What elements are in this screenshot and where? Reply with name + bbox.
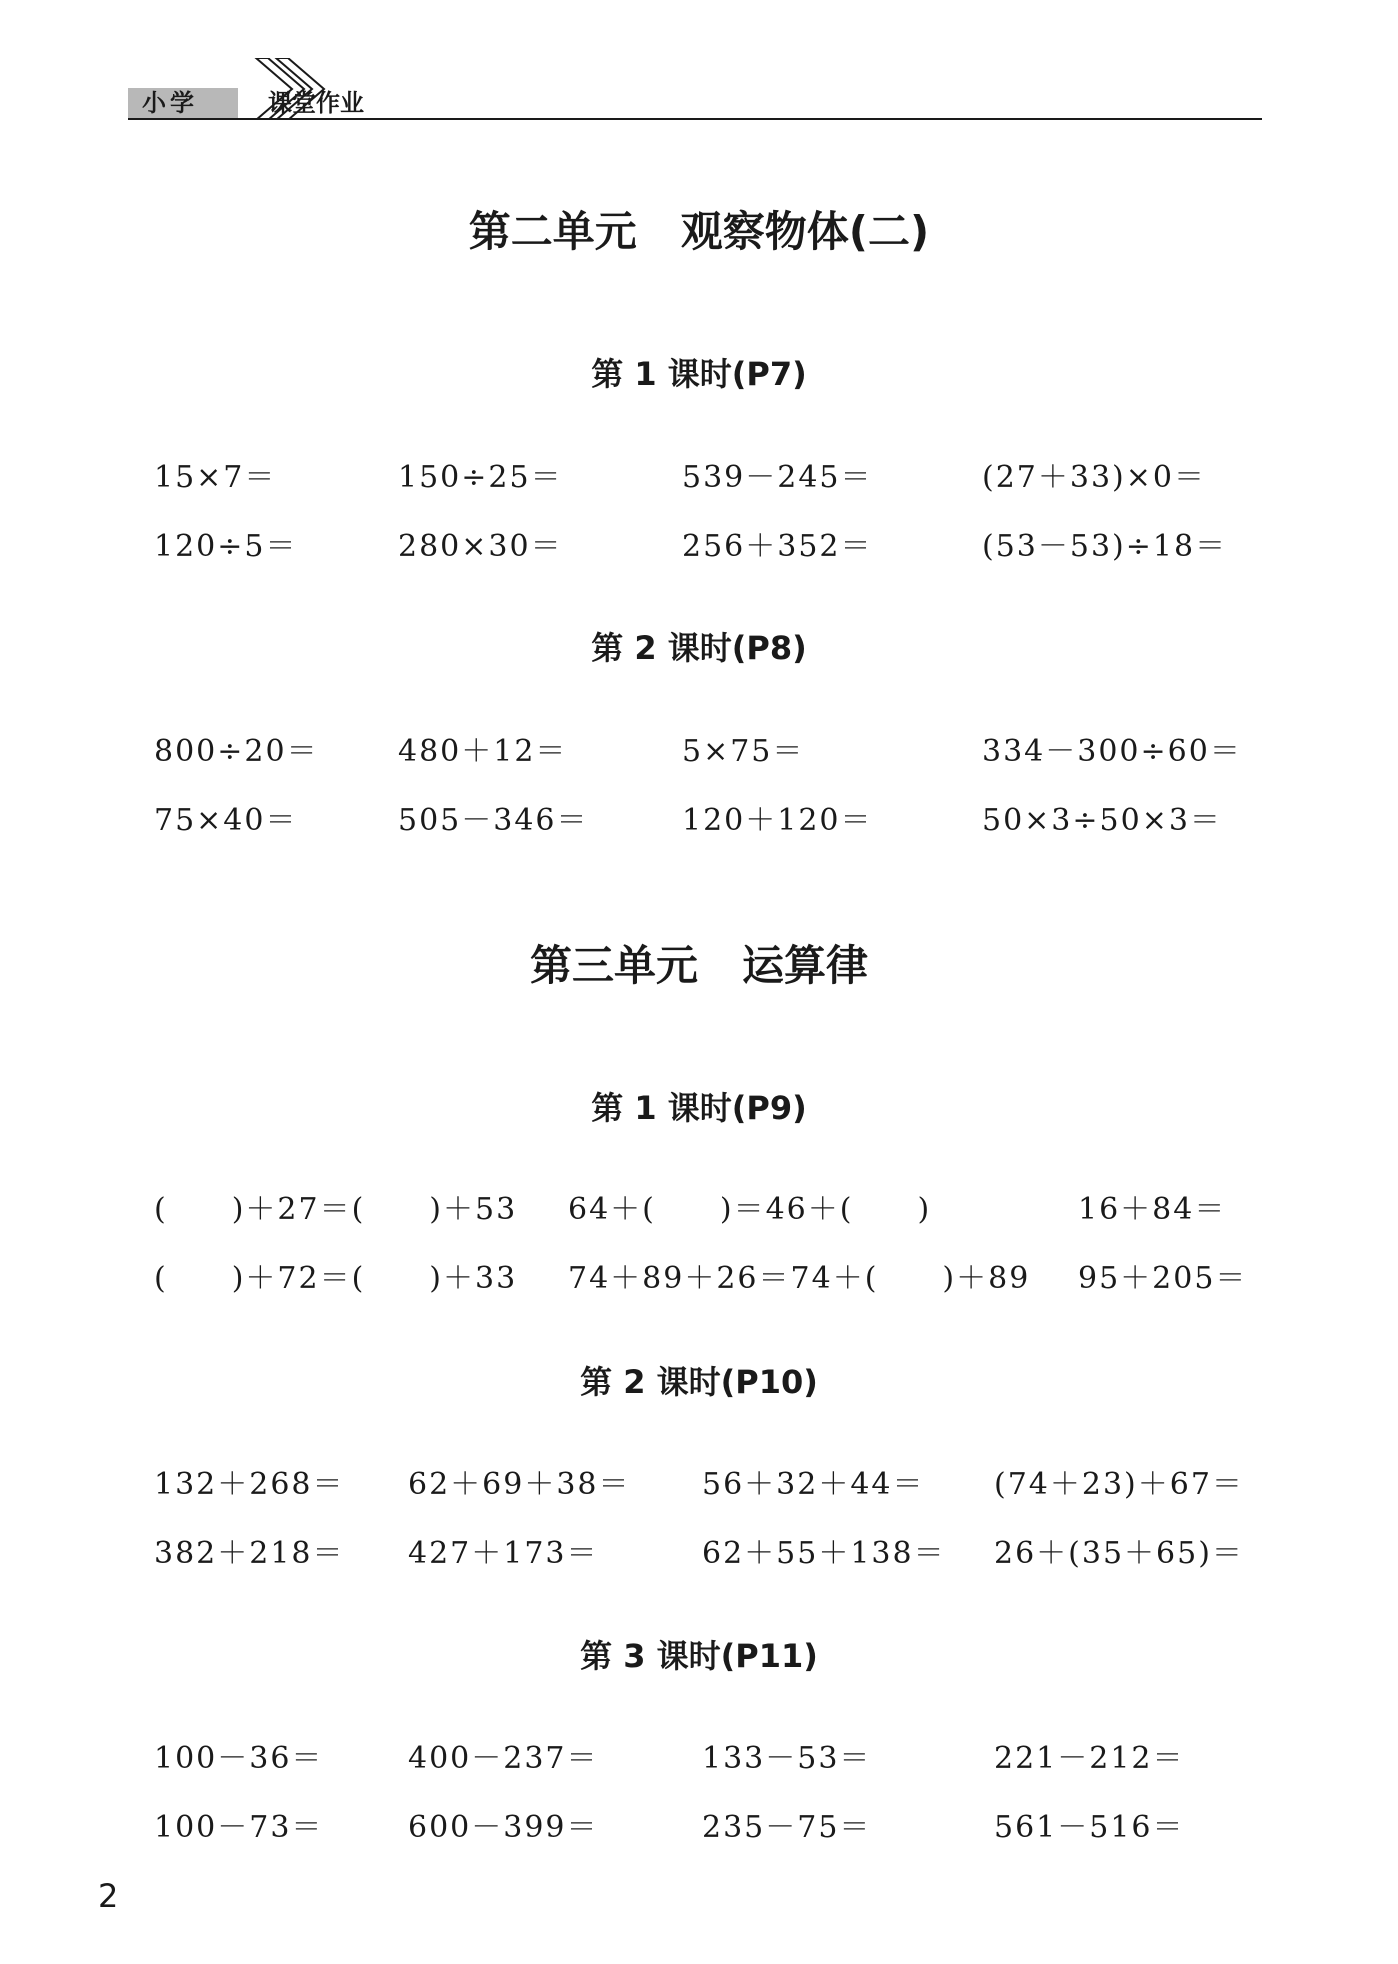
unit2-title-name: 观察物体(二) bbox=[680, 207, 930, 256]
unit2-lesson2-title: 第 2 课时(P8) bbox=[591, 629, 807, 667]
exercise: 256＋352＝ bbox=[682, 529, 873, 564]
unit3-lesson2-title: 第 2 课时(P10) bbox=[580, 1363, 818, 1401]
exercise: 800÷20＝ bbox=[154, 734, 319, 769]
exercise: 95＋205＝ bbox=[1078, 1261, 1248, 1296]
exercise: 133－53＝ bbox=[702, 1741, 872, 1776]
unit2-title-number: 第二单元 bbox=[468, 207, 637, 256]
exercise: 400－237＝ bbox=[408, 1741, 599, 1776]
exercise: 15×7＝ bbox=[154, 460, 277, 495]
exercise: 75×40＝ bbox=[154, 803, 298, 838]
header-title: 课堂作业 bbox=[268, 89, 364, 117]
unit3-title-name: 运算律 bbox=[742, 941, 869, 990]
exercise: 50×3÷50×3＝ bbox=[982, 803, 1222, 838]
unit2-lesson1-row1 bbox=[0, 458, 1398, 498]
unit3-lesson3-row1 bbox=[0, 1739, 1398, 1779]
unit3-lesson1-row2 bbox=[0, 1259, 1398, 1299]
unit3-lesson3-title: 第 3 课时(P11) bbox=[580, 1637, 818, 1675]
unit3-title-number: 第三单元 bbox=[529, 941, 698, 990]
exercise: (53－53)÷18＝ bbox=[982, 529, 1228, 564]
exercise: 120÷5＝ bbox=[154, 529, 298, 564]
unit3-lesson2-row2 bbox=[0, 1534, 1398, 1574]
exercise: 150÷25＝ bbox=[398, 460, 563, 495]
unit2-lesson1-title: 第 1 课时(P7) bbox=[591, 355, 807, 393]
unit3-lesson1-row1 bbox=[0, 1190, 1398, 1230]
exercise: 505－346＝ bbox=[398, 803, 589, 838]
exercise: (74＋23)＋67＝ bbox=[994, 1467, 1244, 1502]
exercise: 100－36＝ bbox=[154, 1741, 324, 1776]
exercise: 26＋(35＋65)＝ bbox=[994, 1536, 1244, 1571]
exercise: 62＋55＋138＝ bbox=[702, 1536, 946, 1571]
exercise: 132＋268＝ bbox=[154, 1467, 345, 1502]
header-rule bbox=[128, 118, 1262, 120]
unit3-lesson3-row2 bbox=[0, 1808, 1398, 1848]
exercise: 62＋69＋38＝ bbox=[408, 1467, 631, 1502]
unit2-lesson1-row2 bbox=[0, 527, 1398, 567]
header-school-label: 小学 bbox=[142, 89, 198, 117]
page-number: 2 bbox=[98, 1877, 119, 1915]
exercise: 100－73＝ bbox=[154, 1810, 324, 1845]
exercise: ( )＋27＝( )＋53 bbox=[154, 1192, 518, 1227]
exercise: (27＋33)×0＝ bbox=[982, 460, 1206, 495]
unit3-lesson2-row1 bbox=[0, 1465, 1398, 1505]
unit2-title bbox=[0, 206, 1398, 258]
page-header bbox=[128, 58, 1262, 122]
exercise: 280×30＝ bbox=[398, 529, 563, 564]
exercise: 539－245＝ bbox=[682, 460, 873, 495]
exercise: 16＋84＝ bbox=[1078, 1192, 1227, 1227]
exercise: ( )＋72＝( )＋33 bbox=[154, 1261, 518, 1296]
exercise: 382＋218＝ bbox=[154, 1536, 345, 1571]
exercise: 120＋120＝ bbox=[682, 803, 873, 838]
exercise: 334－300÷60＝ bbox=[982, 734, 1242, 769]
exercise: 221－212＝ bbox=[994, 1741, 1185, 1776]
exercise: 56＋32＋44＝ bbox=[702, 1467, 925, 1502]
exercise: 600－399＝ bbox=[408, 1810, 599, 1845]
exercise: 74＋89＋26＝74＋( )＋89 bbox=[568, 1261, 1031, 1296]
unit2-lesson2-row2 bbox=[0, 801, 1398, 841]
exercise: 5×75＝ bbox=[682, 734, 805, 769]
exercise: 64＋( )＝46＋( ) bbox=[568, 1192, 932, 1227]
exercise: 561－516＝ bbox=[994, 1810, 1185, 1845]
exercise: 235－75＝ bbox=[702, 1810, 872, 1845]
exercise: 480＋12＝ bbox=[398, 734, 568, 769]
unit3-lesson1-title: 第 1 课时(P9) bbox=[591, 1089, 807, 1127]
unit2-lesson2-row1 bbox=[0, 732, 1398, 772]
unit3-title bbox=[0, 940, 1398, 992]
exercise: 427＋173＝ bbox=[408, 1536, 599, 1571]
